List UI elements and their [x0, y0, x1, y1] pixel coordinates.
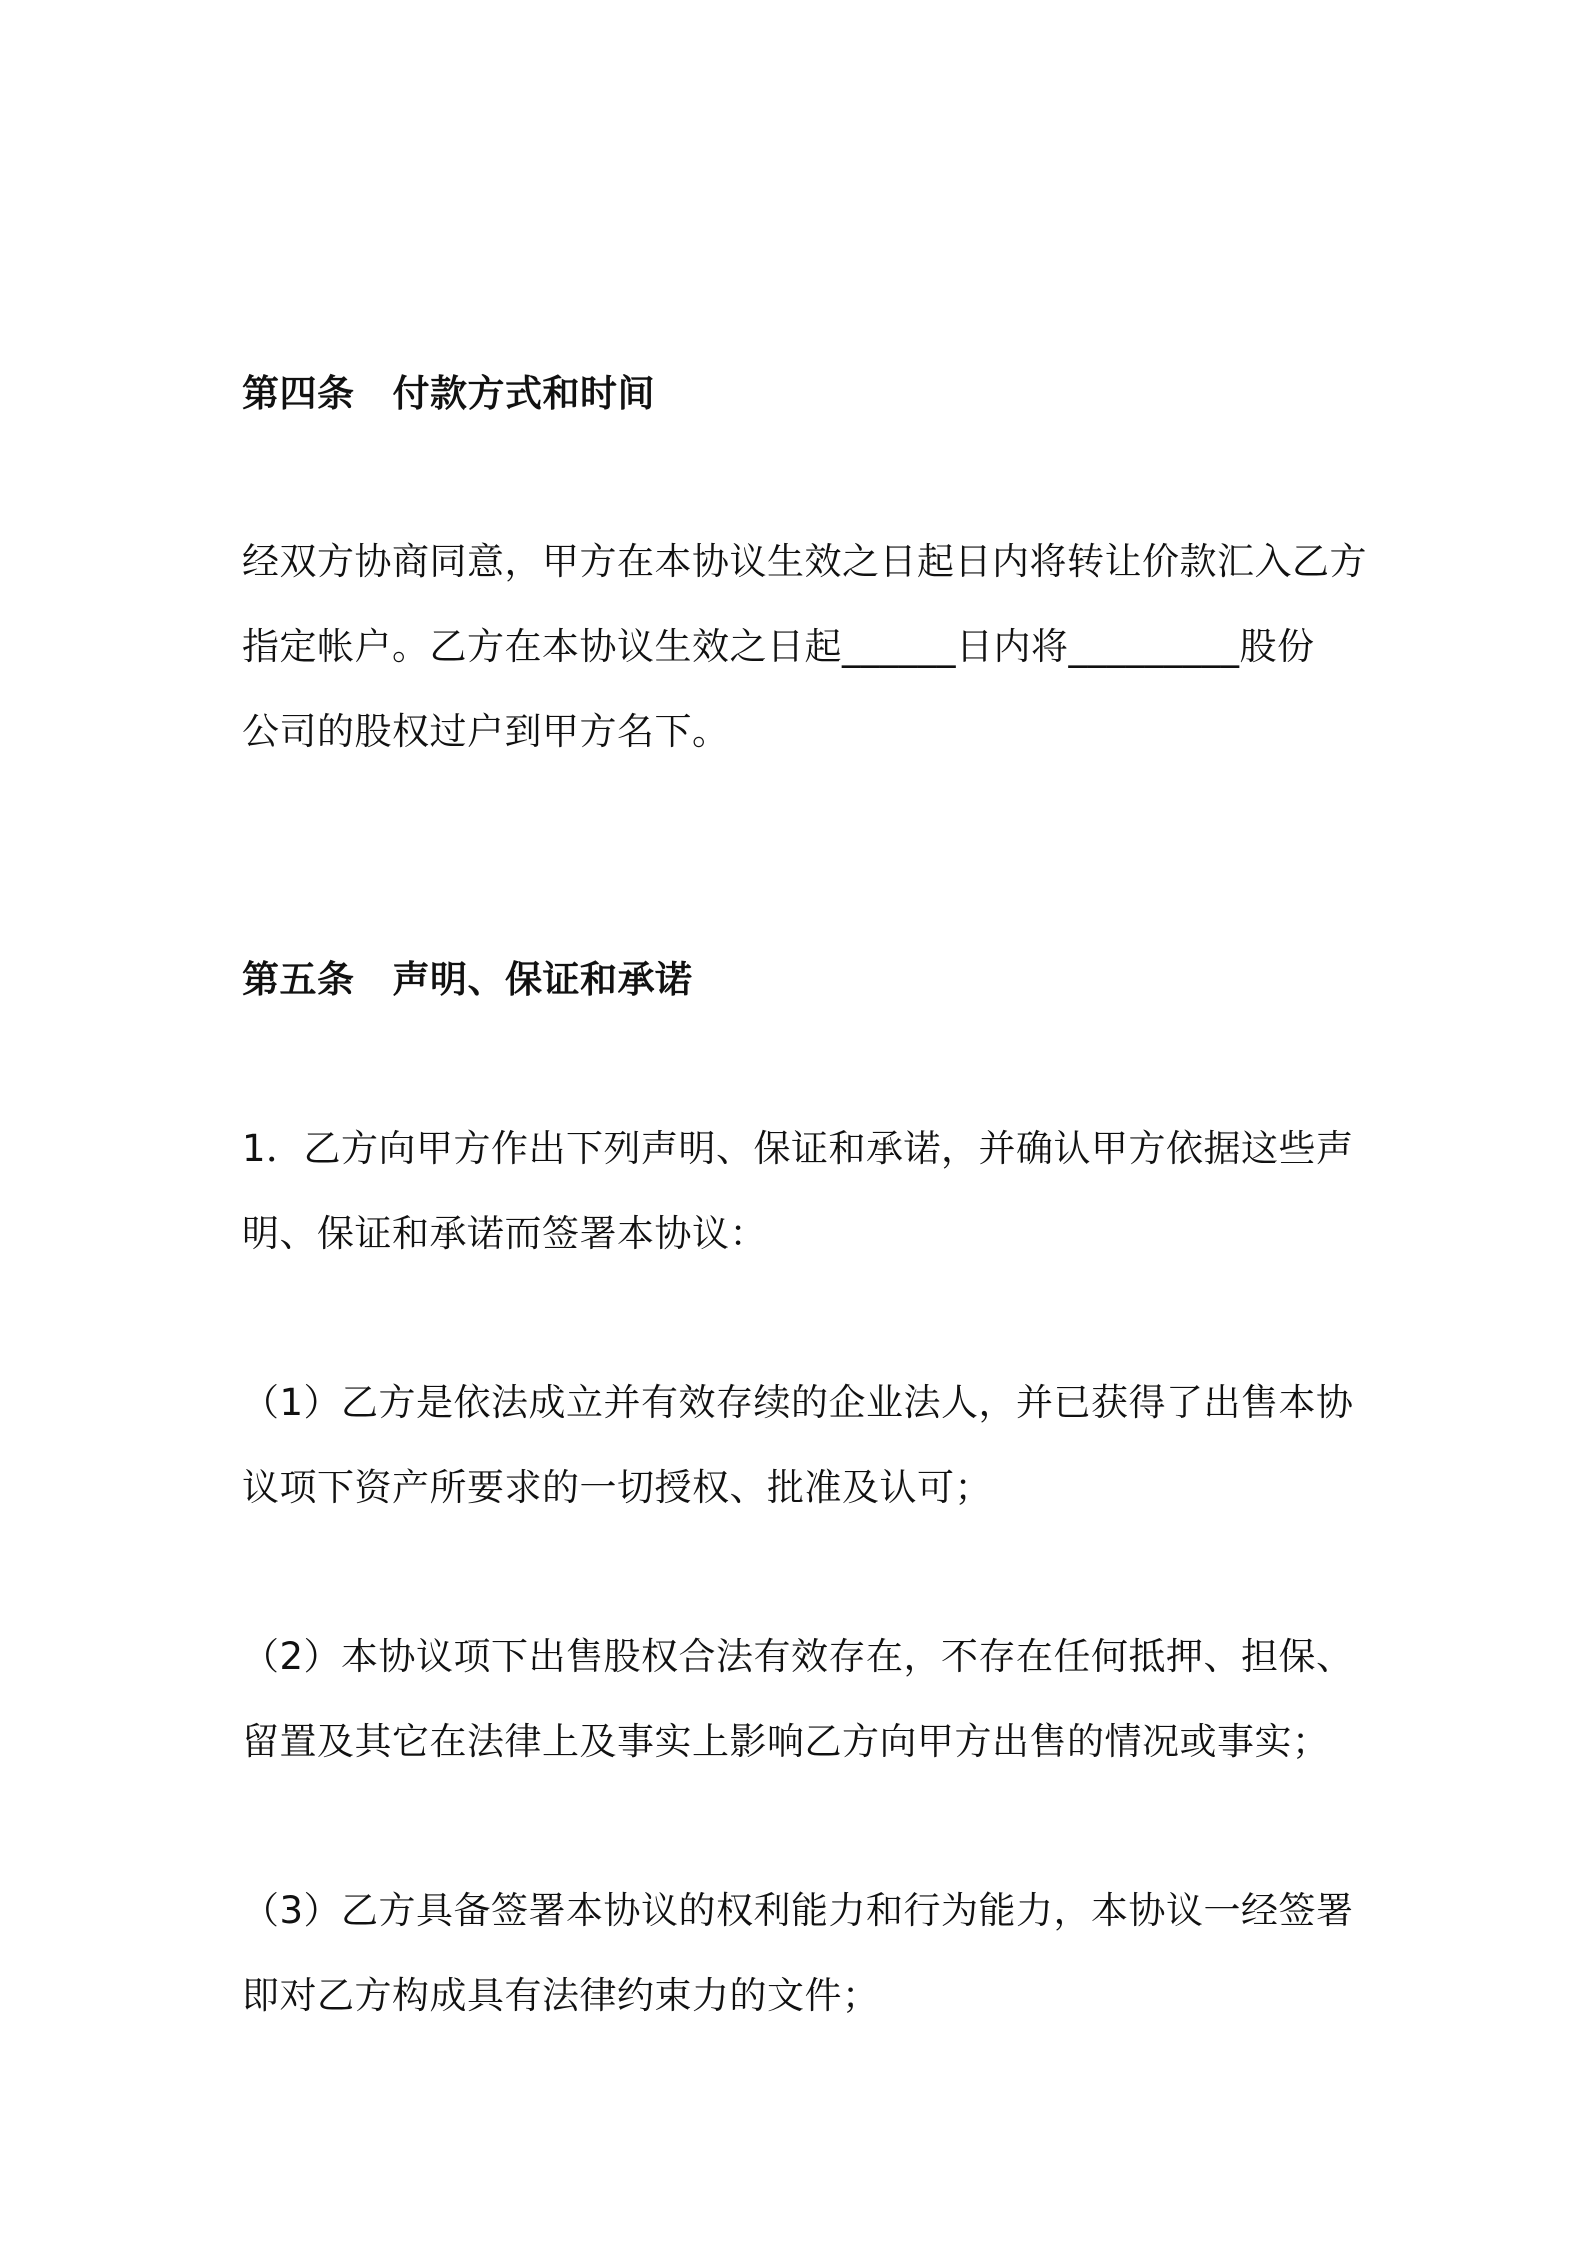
article-4-heading: [242, 369, 655, 419]
subclause-3-line: 即对乙方构成具有法律约束力的文件；: [242, 1974, 880, 2017]
article-4-title: 付款方式和时间: [392, 372, 655, 415]
article-4-number: 第四条: [242, 372, 355, 415]
article-4-paragraph-line: 经双方协商同意，甲方在本协议生效之日起日内将转让价款汇入乙方: [242, 540, 1367, 583]
article-4-paragraph-line: 指定帐户。乙方在本协议生效之日起______日内将_________股份: [242, 625, 1315, 668]
subclause-2-line: 留置及其它在法律上及事实上影响乙方向甲方出售的情况或事实；: [242, 1720, 1330, 1763]
subclause-2-line: （2）本协议项下出售股权合法有效存在，不存在任何抵押、担保、: [242, 1635, 1354, 1678]
article-5-number: 第五条: [242, 958, 355, 1001]
article-4-paragraph-line: 公司的股权过户到甲方名下。: [242, 710, 730, 753]
clause-1-line: 1．乙方向甲方作出下列声明、保证和承诺，并确认甲方依据这些声: [242, 1127, 1354, 1170]
clause-1-line: 明、保证和承诺而签署本协议：: [242, 1212, 767, 1255]
subclause-3-line: （3）乙方具备签署本协议的权利能力和行为能力，本协议一经签署: [242, 1889, 1354, 1932]
subclause-1-line: 议项下资产所要求的一切授权、批准及认可；: [242, 1466, 992, 1509]
article-5-title: 声明、保证和承诺: [392, 958, 693, 1001]
subclause-1-line: （1）乙方是依法成立并有效存续的企业法人，并已获得了出售本协: [242, 1381, 1354, 1424]
article-5-heading: [242, 955, 693, 1005]
